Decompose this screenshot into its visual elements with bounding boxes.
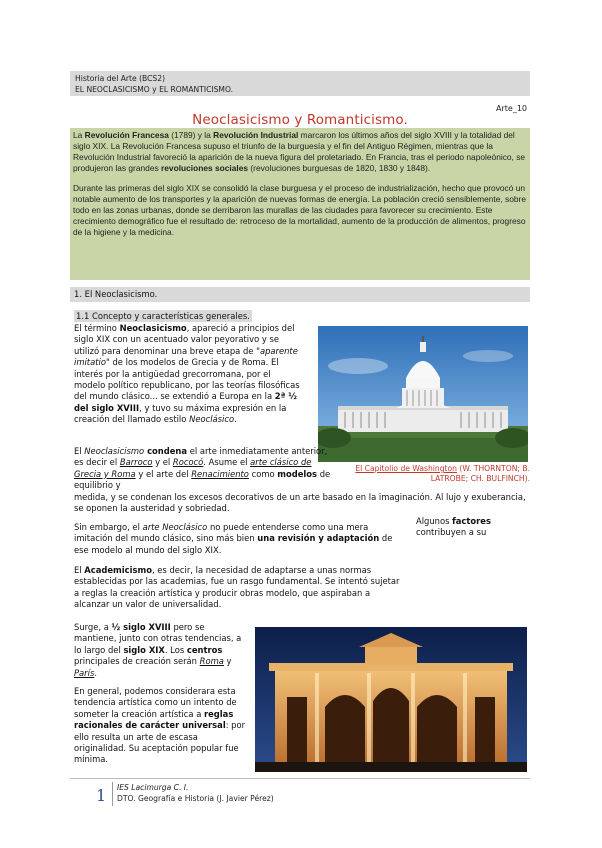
italic-term: Neoclasicismo [84, 446, 145, 456]
term-link[interactable]: Rococó [172, 457, 204, 468]
text-run: El término [74, 323, 120, 333]
term-link[interactable]: Roma [199, 656, 224, 667]
capitol-caption [330, 464, 530, 484]
text-run: Revolución Francesa [84, 130, 169, 140]
footer-department: DTO. Geografía e Historia (J. Javier Pérez) [117, 793, 274, 803]
text-run: : por ello resulta un arte de escasa originalidad. Su aceptación popular fue mínima. [74, 720, 246, 765]
text-run: y el [152, 457, 173, 468]
text-run: En general, podemos considerara esta tendencia artística como un intento de someter la creación artística a [74, 686, 237, 719]
text-run: contribuyen a su [416, 527, 487, 538]
footer-divider [112, 782, 113, 806]
intro-box [70, 128, 530, 280]
page-title: Neoclasicismo y Romanticismo. [192, 112, 408, 128]
term-link[interactable]: Barroco [119, 457, 153, 468]
text-run: El [74, 565, 85, 575]
text-run: de ese modelo al mundo del siglo XIX. [74, 533, 393, 555]
capitol-image [318, 326, 528, 462]
text-run: Revolución Industrial [213, 130, 299, 140]
text-run: revoluciones sociales [161, 163, 249, 173]
text-run: . [94, 667, 97, 678]
bold-term: una revisión y adaptación [257, 533, 380, 544]
text-run: . Los [164, 644, 187, 655]
puerta-alcala-image [255, 627, 527, 772]
text-run: como [248, 468, 278, 479]
bold-term: siglo XIX [123, 644, 165, 655]
text-run: , es decir, la necesidad de adaptarse a unas normas establecidas por las academias, fue un rasgo fundamental. Se intentó sujetar a reglas la creación artística y producir obras modelo, que aspiraban a alcanzar un valor de universalidad. [74, 565, 400, 610]
text-run: Surge, a [74, 622, 112, 632]
text-run: . [234, 414, 237, 425]
document-code: Arte_10 [496, 104, 527, 113]
paragraph-centers [74, 622, 246, 679]
intro-paragraph-2: Durante las primeras del siglo XIX se consolidó la clase burguesa y el proceso de industrialización, hecho que provocó un notable aumento de los transportes y la aparición de nuevas formas de energía. La población creció sensiblemente, sobre todo en las zonas urbanas, donde se derribaron las murallas de las ciudades para favorecer su crecimiento. Este crecimiento demográfico fue el resultado de: retroceso de la mortalidad, aumento de la producción de alimentos, progreso de la higiene y la medicina. [73, 183, 526, 237]
italic-term: aparente imitatio [74, 345, 298, 368]
paragraph-condemn [74, 446, 334, 492]
text-run: Sin embargo, el [74, 522, 143, 532]
text-run: y el arte del [135, 468, 192, 479]
factors-note [416, 516, 526, 539]
term-link[interactable]: arte clásico de Grecia y Roma [74, 457, 312, 479]
italic-term: Neoclásico [189, 414, 235, 425]
text-run: marcaron los últimos años del siglo XVIII y la totalidad del siglo XIX. La Revolución Francesa supuso el triunfo de la burguesía y el fin del Antiguo Régimen, mientras que la Revolución Industrial favoreció la aparición de la nueva figura del proletariado. En Francia, tras el periodo napoleónico, se produjeron las grandes [73, 130, 526, 173]
text-run: principales de creación serán [74, 656, 200, 667]
bold-term: ½ siglo XVIII [111, 622, 171, 632]
paragraph-academicism [74, 565, 404, 611]
text-run: . Asume el [203, 457, 251, 468]
bold-term: Neoclasicismo [119, 323, 187, 333]
subsection-heading: 1.1 Concepto y características generales. [76, 311, 250, 321]
term-link[interactable]: Renacimiento [191, 468, 249, 479]
bold-term: factores [452, 516, 491, 526]
term-link[interactable]: París [74, 667, 95, 678]
paragraph-definition [74, 323, 304, 426]
paragraph-revision [74, 522, 408, 556]
text-run: " de los modelos de Grecia y de Roma. El interés por la antigüedad grecorromana, por el modelo político republicano, por las teorías filosóficas del mundo clásico... se extendió a Europa en la [74, 357, 300, 402]
document-header [70, 71, 530, 96]
bold-term: condena [144, 446, 188, 456]
text-run: El [74, 446, 85, 456]
italic-term: arte Neoclásico [142, 522, 208, 532]
capitol-caption-authors: (W. THORNTON; B. LATROBE; CH. BULFINCH). [430, 464, 530, 483]
text-run: , y tuvo su máxima expresión en la creación del llamado estilo [74, 402, 287, 425]
text-run: (1789) y la [168, 130, 214, 140]
intro-paragraph-1 [73, 130, 527, 174]
page-number: 1 [96, 786, 107, 805]
text-run: pero se mantiene, junto con otras tendencias, a lo largo del [74, 622, 242, 655]
footer [117, 783, 274, 804]
paragraph-condemn-cont: medida, y se condenan los excesos decorativos de un arte basado en la imaginación. Al lujo y exuberancia, se oponen la austeridad y sobriedad. [74, 492, 526, 514]
text-run: , apareció a principios del siglo XIX con un acentuado valor peyorativo y se utilizó para denominar una breve etapa de " [74, 323, 295, 356]
section-heading: 1. El Neoclasicismo. [70, 287, 530, 302]
text-run: La [73, 130, 85, 140]
text-run: Algunos [416, 516, 453, 526]
bold-term: Academicismo [84, 565, 152, 575]
text-run: de equilibrio y [74, 468, 331, 491]
text-run: el arte inmediatamente anterior, es decir el [74, 446, 328, 468]
text-run: no puede entenderse como una mera imitación del mundo clásico, sino más bien [74, 522, 369, 544]
footer-rule [70, 778, 530, 779]
bold-term: reglas racionales de carácter universal [74, 708, 234, 731]
capitol-caption-link[interactable]: El Capitolio de Washington [355, 464, 457, 473]
header-topic: EL NEOCLASICISMO y EL ROMANTICISMO. [75, 85, 234, 94]
paragraph-general [74, 686, 246, 766]
text-run: y [223, 656, 232, 667]
bold-term: centros [186, 644, 223, 655]
text-run: (revoluciones burguesas de 1820, 1830 y 1848). [248, 163, 431, 173]
bold-term: 2ª ½ del siglo XVIII [74, 391, 297, 413]
header-course: Historia del Arte (BCS2) [75, 74, 166, 83]
bold-term: modelos [277, 468, 318, 479]
footer-school: IES Lacimurga C. I. [117, 783, 189, 792]
